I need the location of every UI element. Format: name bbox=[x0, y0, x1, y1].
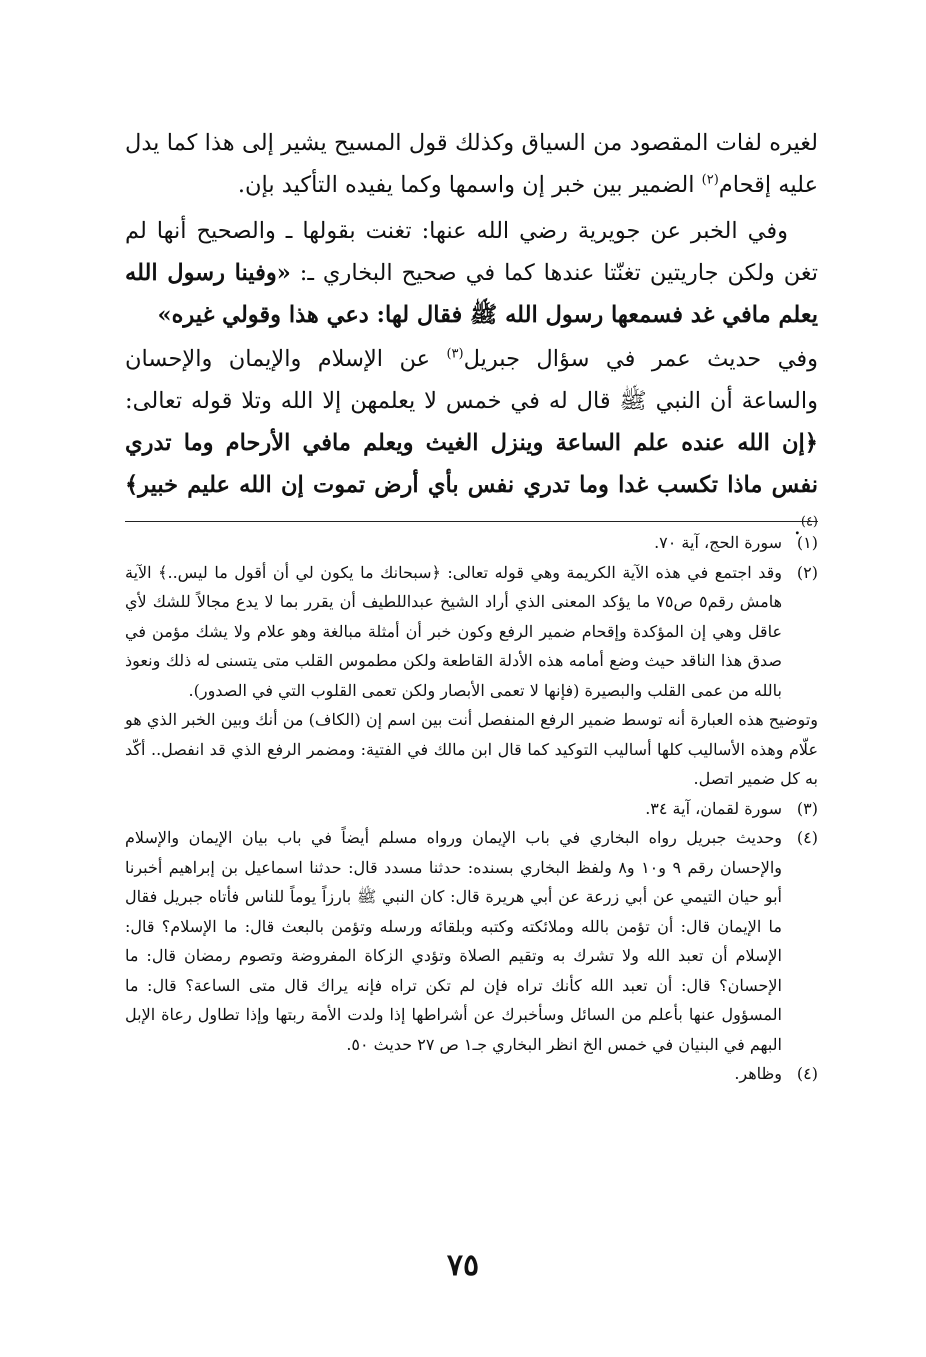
main-text bbox=[125, 122, 818, 548]
footnote-text: سورة الحج، آية ٧٠. bbox=[654, 533, 782, 552]
footnote-3 bbox=[125, 794, 818, 824]
footnote-number: (١) bbox=[796, 533, 818, 552]
footnote-1 bbox=[125, 528, 818, 558]
paragraph-2 bbox=[125, 210, 818, 336]
footnote-text: وحديث جبريل رواه البخاري في باب الإيمان ورواه مسلم أيضاً في باب بيان الإيمان والإسلام والإحسان رقم ٩ و١٠ و٨ ولفظ البخاري بسنده: حدثنا مسدد قال: حدثنا اسماعيل بن إبراهيم أخبرنا أبو حيان التيمي عن أبي زرعة عن أبي هريرة قال: كان النبي ﷺ بارزاً يوماً للناس فأتاه جبريل فقال ما الإيمان قال: أن تؤمن بالله وملائكته وكتبه وبلقائه ورسله وتؤمن بالبعث قال: ما الإسلام؟ قال: الإسلام أن تعبد الله ولا تشرك به وتقيم الصلاة وتؤدي الزكاة المفروضة وتصوم رمضان قال: ما الإحسان؟ قال: أن تعبد الله كأنك تراه فإن لم تكن تراه فإنه يراك قال متى الساعة؟ قال: ما المسؤول عنها بأعلم من السائل وسأخبرك عن أشراطها إذا ولدت الأمة ربتها وإذا تطاول رعاة الإبل البهم في البنيان في خمس الخ انظر البخاري جـ١ ص ٢٧ حديث ٥٠. bbox=[125, 828, 783, 1054]
footnote-2 bbox=[125, 558, 818, 706]
footnote-number: (٤) bbox=[796, 1064, 818, 1083]
paragraph-3 bbox=[125, 338, 818, 548]
paragraph-1-end: الضمير بين خبر إن واسمها وكما يفيده التأكيد بإن. bbox=[237, 172, 702, 198]
footnote-text: وقد اجتمع في هذه الآية الكريمة وهي قوله تعالى: ﴿سبحانك ما يكون لي أن أقول ما ليس..﴾ الآية هامش رقم٥ ص٧٥ ما يؤكد المعنى الذي أراد الشيخ عبداللطيف أن يقرر بما لا يدع مجالاً للشك لأي عاقل وهي إن المؤكدة وإقحام ضمير الرفع وكون خبر أن أمثلة مبالغة وهو علام ولا يشك مؤمن في صدق هذا الناقد حيث وضع أمامه هذه الأدلة القاطعة ولكن مطموس القلب متى يتسنى له ذلك ونعوذ بالله من عمى القلب والبصيرة (فإنها لا تعمى الأبصار ولكن تعمى القلوب التي في الصدور). bbox=[125, 562, 783, 700]
footnote-number: (٢) bbox=[796, 562, 818, 582]
paragraph-1-text: لغيره لفات المقصود من السياق وكذلك قول المسيح يشير إلى هذا كما يدل عليه إقحام bbox=[125, 130, 818, 198]
page-number: ٧٥ bbox=[446, 1248, 480, 1283]
quran-verse: ﴿إن الله عنده علم الساعة وينزل الغيث ويعلم مافي الأرحام وما تدري نفس ماذا تكسب غدا وما تدري نفس بأي أرض تموت إن الله عليم خبير﴾ bbox=[125, 430, 818, 498]
footnote-text: وظاهر. bbox=[734, 1064, 782, 1083]
footnote-ref-4: (٤) bbox=[800, 514, 818, 530]
footnotes bbox=[125, 528, 818, 1089]
paragraph-3-end: . bbox=[793, 514, 801, 540]
paragraph-2-text: وفي الخبر عن جويرية رضي الله عنها: تغنت بقولها ـ والصحيح أنها لم تغن ولكن جاريتين تغنّتا عندها كما في صحيح البخاري ـ: bbox=[125, 218, 818, 286]
footnote-ref-2: (٢) bbox=[701, 172, 719, 188]
footnote-ref-3: (٣) bbox=[446, 346, 464, 362]
footnote-text: سورة لقمان، آية ٣٤. bbox=[645, 798, 782, 818]
footnote-divider bbox=[125, 521, 818, 522]
paragraph-3-text: وفي حديث عمر في سؤال جبريل bbox=[463, 346, 819, 372]
footnote-number: (٤) bbox=[796, 828, 818, 847]
footnote-4 bbox=[125, 823, 818, 1059]
paragraph-3-mid: عن الإسلام والإيمان والإحسان والساعة أن النبي ﷺ قال له في خمس لا يعلمهن إلا الله وتلا قوله تعالى: bbox=[125, 346, 818, 414]
footnote-2-continuation: وتوضيح هذه العبارة أنه توسط ضمير الرفع المنفصل أنت بين اسم إن (الكاف) من أنك وبين الخبر الذي هو علّام وهذه الأساليب كلها أساليب التوكيد كما قال ابن مالك في الفتية: ومضمر الرفع الذي قد انفصل.. أكّد به كل ضمير اتصل. bbox=[125, 710, 818, 788]
paragraph-1 bbox=[125, 122, 818, 206]
footnote-number: (٣) bbox=[796, 798, 818, 818]
paragraph-2-quote: «وفينا رسول الله يعلم مافي غد فسمعها رسول الله ﷺ فقال لها: دعي هذا وقولي غيره» bbox=[125, 260, 818, 328]
footnote-4b bbox=[125, 1059, 818, 1089]
